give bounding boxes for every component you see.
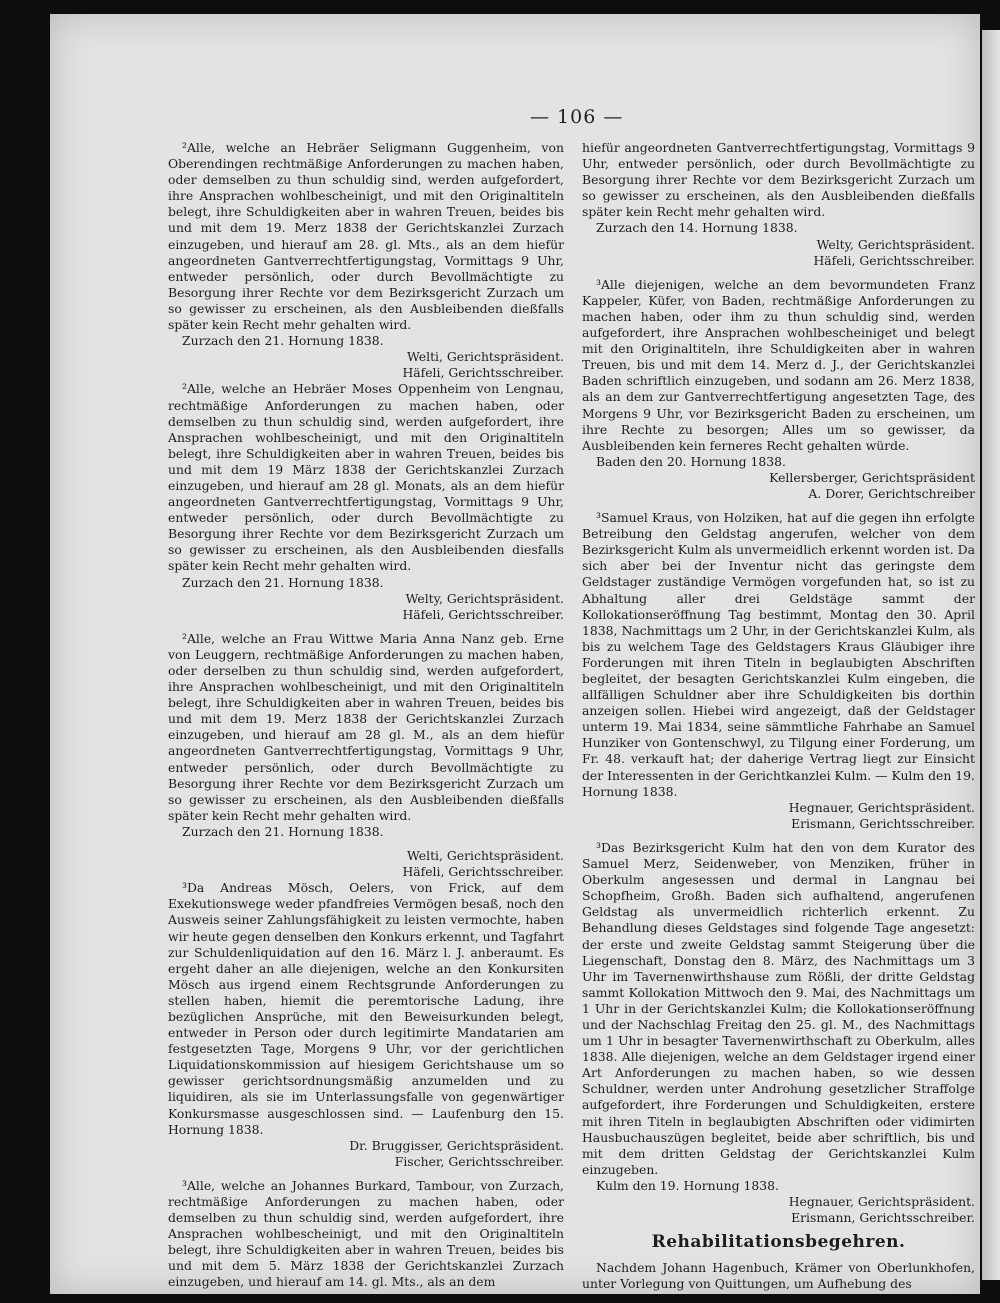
notice-burkard: ³Alle, welche an Johannes Burkard, Tambour, von Zurzach, rechtmäßige Anforderungen zu machen haben, oder demselben zu thun schuldig sind, werden aufgefordert, ihre Ansprachen wohlbescheinigt, und mit den Originaltiteln belegt, ihre Schuldigkeiten aber in wahren Treuen, beides bis und mit dem 5. März 1838 der Gerichtskanzlei Zurzach einzugeben, und hierauf am 14. gl. Mts., als an dem — [168, 1177, 564, 1290]
notice-nanz-date: Zurzach den 21. Hornung 1838. — [182, 823, 384, 839]
notice-kappeler-signature-president: Kellersberger, Gerichtspräsident — [769, 469, 975, 485]
notice-oppenheim-signature-clerk: Häfeli, Gerichtsschreiber. — [402, 606, 564, 622]
notice-merz-date: Kulm den 19. Hornung 1838. — [596, 1177, 779, 1193]
rehabilitation-text: Nachdem Johann Hagenbuch, Krämer von Oberlunkhofen, unter Vorlegung von Quittungen, um Aufhebung des — [582, 1260, 975, 1292]
notice-merz-signature-clerk: Erismann, Gerichtsschreiber. — [791, 1210, 975, 1226]
notice-merz-signature-president: Hegnauer, Gerichtspräsident. — [788, 1194, 975, 1209]
notice-nanz-signature-clerk: Häfeli, Gerichtsschreiber. — [402, 864, 564, 880]
notice-guggenheim-signature-clerk: Häfeli, Gerichtsschreiber. — [402, 365, 564, 381]
notice-kappeler-signature-clerk: A. Dorer, Gerichtschreiber — [808, 485, 975, 501]
adjacent-page-edge — [982, 30, 1000, 1280]
notice-kraus-signature-clerk: Erismann, Gerichtsschreiber. — [791, 815, 975, 831]
newspaper-page — [50, 14, 980, 1294]
notice-oppenheim-signature-president: Welty, Gerichtspräsident. — [405, 590, 564, 606]
notice-burkard-continued: hiefür angeordneten Gantverrechtfertigungstag, Vormittags 9 Uhr, entweder persönlich, oder durch Bevollmächtigte zu Besorgung ihrer Rechte vor dem Bezirksgericht Zurzach um so gewisser zu erscheinen, als den Ausbleibenden dießfalls später kein Recht mehr gehalten wird. — [582, 140, 975, 220]
section-heading-rehabilitation: Rehabilitationsbegehren. — [651, 1232, 906, 1253]
notice-moesch: ³Da Andreas Mösch, Oelers, von Frick, auf dem Exekutionswege weder pfandfreies Vermögen besaß, noch den Ausweis seiner Zahlungsfähigkeit zu leisten vermochte, haben wir heute gegen denselben den Konkurs erkennt, und Tagfahrt zur Schuldenliquidation auf den 16. März l. J. anberaumt. Es ergeht daher an alle diejenigen, welche an den Konkursiten Mösch aus irgend einem Rechtsgrunde Anforderungen zu stellen haben, hiemit die peremtorische Ladung, ihre bezüglichen Ansprüche, mit den Beweisurkunden belegt, entweder in Person oder durch legitimirte Mandatarien am festgesetzten Tage, Morgens 9 Uhr, vor der gerichtlichen Liquidationskommission auf hiesigem Gerichtshause um so gewisser gerichtsordnungsmäßig anzumelden und zu liquidiren, als sie im Unterlassungsfalle von gegenwärtiger Konkursmasse ausgeschlossen sind. — Laufenburg den 15. Hornung 1838. — [168, 880, 564, 1137]
notice-oppenheim: ²Alle, welche an Hebräer Moses Oppenheim von Lengnau, rechtmäßige Anforderungen zu machen haben, oder demselben zu thun schuldig sind, werden aufgefordert, ihre Ansprachen wohlbescheinigt, und mit den Originaltiteln belegt, ihre Schuldigkeiten aber in wahren Treuen, beides bis und mit dem 19 März 1838 der Gerichtskanzlei Zurzach einzugeben, und hierauf am 28 gl. Monats, als an dem hiefür angeordneten Gantverrechtfertigungstag, Vormittags 9 Uhr, entweder persönlich, oder durch Bevollmächtigte zu Besorgung ihrer Rechte vor dem Bezirksgericht Zurzach um so gewisser zu erscheinen, als den Ausbleibenden diesfalls später kein Recht mehr gehalten wird. — [168, 381, 564, 574]
left-column — [168, 140, 564, 1291]
notice-nanz: ²Alle, welche an Frau Wittwe Maria Anna Nanz geb. Erne von Leuggern, rechtmäßige Anforderungen zu machen haben, oder derselben zu thun schuldig sind, werden aufgefordert, ihre Ansprachen wohlbescheinigt, und mit den Originaltiteln belegt, ihre Schuldigkeiten aber in wahren Treuen, beides bis und mit dem 19. Merz 1838 der Gerichtskanzlei Zurzach einzugeben, und hierauf am 28 gl. M., als an dem hiefür angeordneten Gantverrechtfertigungstag, Vormittags 9 Uhr, entweder persönlich, oder durch Bevollmächtigte zu Besorgung ihrer Rechte vor dem Bezirksgericht Zurzach um so gewisser zu erscheinen, als den Ausbleibenden dießfalls später kein Recht mehr gehalten wird. — [168, 630, 564, 823]
notice-kappeler-date: Baden den 20. Hornung 1838. — [596, 453, 786, 469]
notice-burkard-signature-clerk: Häfeli, Gerichtsschreiber. — [813, 252, 975, 268]
right-column — [582, 140, 975, 1292]
page-number: — 106 — — [530, 106, 624, 128]
notice-moesch-signature-clerk: Fischer, Gerichtsschreiber. — [394, 1153, 564, 1169]
notice-kappeler: ³Alle diejenigen, welche an dem bevormundeten Franz Kappeler, Küfer, von Baden, rechtmäßige Anforderungen zu machen haben, oder ihm zu thun schuldig sind, werden aufgefordert, ihre Ansprachen wohlbescheiniget und belegt mit den Originaltiteln, ihre Schuldigkeiten aber in wahren Treuen, bis und mit dem 14. Merz d. J., der Gerichtskanzlei Baden schriftlich einzugeben, und sodann am 26. Merz 1838, als an dem zur Gantverrechtfertigung angesetzten Tage, des Morgens 9 Uhr, vor Bezirksgericht Baden zu erscheinen, um ihre Rechte zu besorgen; Alles um so gewisser, da Ausbleibenden kein ferneres Recht gehalten würde. — [582, 276, 975, 453]
notice-moesch-signature-president: Dr. Bruggisser, Gerichtspräsident. — [349, 1137, 564, 1153]
notice-guggenheim-date: Zurzach den 21. Hornung 1838. — [182, 333, 384, 349]
notice-guggenheim: ²Alle, welche an Hebräer Seligmann Guggenheim, von Oberendingen rechtmäßige Anforderungen zu machen haben, oder demselben zu thun schuldig sind, werden aufgefordert, ihre Ansprachen wohlbescheinigt, und mit den Originaltiteln belegt, ihre Schuldigkeiten aber in wahren Treuen, beides bis und mit dem 19. Merz 1838 der Gerichtskanzlei Zurzach einzugeben, und hierauf am 28. gl. Mts., als an dem hiefür angeordneten Gantverrechtfertigungstag, Vormittags 9 Uhr, entweder persönlich, oder durch Bevollmächtigte zu Besorgung ihrer Rechte vor dem Bezirksgericht Zurzach um so gewisser zu erscheinen, als den Ausbleibenden dießfalls später kein Recht mehr gehalten wird. — [168, 140, 564, 333]
notice-kraus-signature-president: Hegnauer, Gerichtspräsident. — [788, 799, 975, 815]
notice-burkard-date: Zurzach den 14. Hornung 1838. — [596, 220, 798, 236]
notice-oppenheim-date: Zurzach den 21. Hornung 1838. — [182, 574, 384, 590]
notice-burkard-signature-president: Welty, Gerichtspräsident. — [816, 236, 975, 252]
notice-nanz-signature-president: Welti, Gerichtspräsident. — [407, 848, 564, 864]
notice-guggenheim-signature-president: Welti, Gerichtspräsident. — [407, 349, 564, 365]
notice-kraus: ³Samuel Kraus, von Holziken, hat auf die gegen ihn erfolgte Betreibung den Geldstag angerufen, welcher von dem Bezirksgericht Kulm als unvermeidlich erkennt worden ist. Da sich aber bei der Inventur nicht das geringste dem Geldstager zuständige Vermögen vorgefunden hat, so ist zu Abhaltung aller drei Geldstäge sammt der Kollokationseröffnung Tag bestimmt, Montag den 30. April 1838, Nachmittags um 2 Uhr, in der Gerichtskanzlei Kulm, als bis zu welchem Tage des Geldstagers Kraus Gläubiger ihre Forderungen mit ihren Titeln in beglaubigten Abschriften begleitet, der besagten Gerichtskanzlei Kulm eingeben, die allfälligen Schuldner aber ihre Schuldigkeiten bis dorthin anzeigen sollen. Hiebei wird angezeigt, daß der Geldstager unterm 19. Mai 1834, seine sämmtliche Fahrhabe an Samuel Hunziker von Gontenschwyl, zu Tilgung einer Forderung, um Fr. 48. verkauft hat; der daherige Vertrag liegt zur Einsicht der Interessenten in der Gerichtkanzlei Kulm. — Kulm den 19. Hornung 1838. — [582, 510, 975, 799]
notice-merz: ³Das Bezirksgericht Kulm hat den von dem Kurator des Samuel Merz, Seidenweber, von Menziken, früher in Oberkulm angesessen und dermal in Langnau bei Schopfheim, Großh. Baden sich aufhaltend, angerufenen Geldstag als unvermeidlich richterlich erkennt. Zu Behandlung dieses Geldstages sind folgende Tage angesetzt: der erste und zweite Geldstag sammt Steigerung über die Liegenschaft, Donstag den 8. März, des Nachmittags um 3 Uhr im Tavernenwirthshause zum Rößli, der dritte Geldstag sammt Kollokation Mittwoch den 9. Mai, des Nachmittags um 1 Uhr in der Gerichtskanzlei Kulm; die Kollokationseröffnung und der Nachschlag Freitag den 25. gl. M., des Nachmittags um 1 Uhr in besagter Tavernenwirthschaft zu Oberkulm, alles 1838. Alle diejenigen, welche an dem Geldstager irgend einer Art Anforderungen zu machen haben, so wie dessen Schuldner, werden unter Androhung gesetzlicher Straffolge aufgefordert, ihre Forderungen und Schuldigkeiten, erstere mit ihren Titeln in beglaubigten Abschriften oder vidimirten Hausbuchauszügen begleitet, beide aber schriftlich, bis und mit dem dritten Geldstag der Gerichtskanzlei Kulm einzugeben. — [582, 839, 975, 1177]
